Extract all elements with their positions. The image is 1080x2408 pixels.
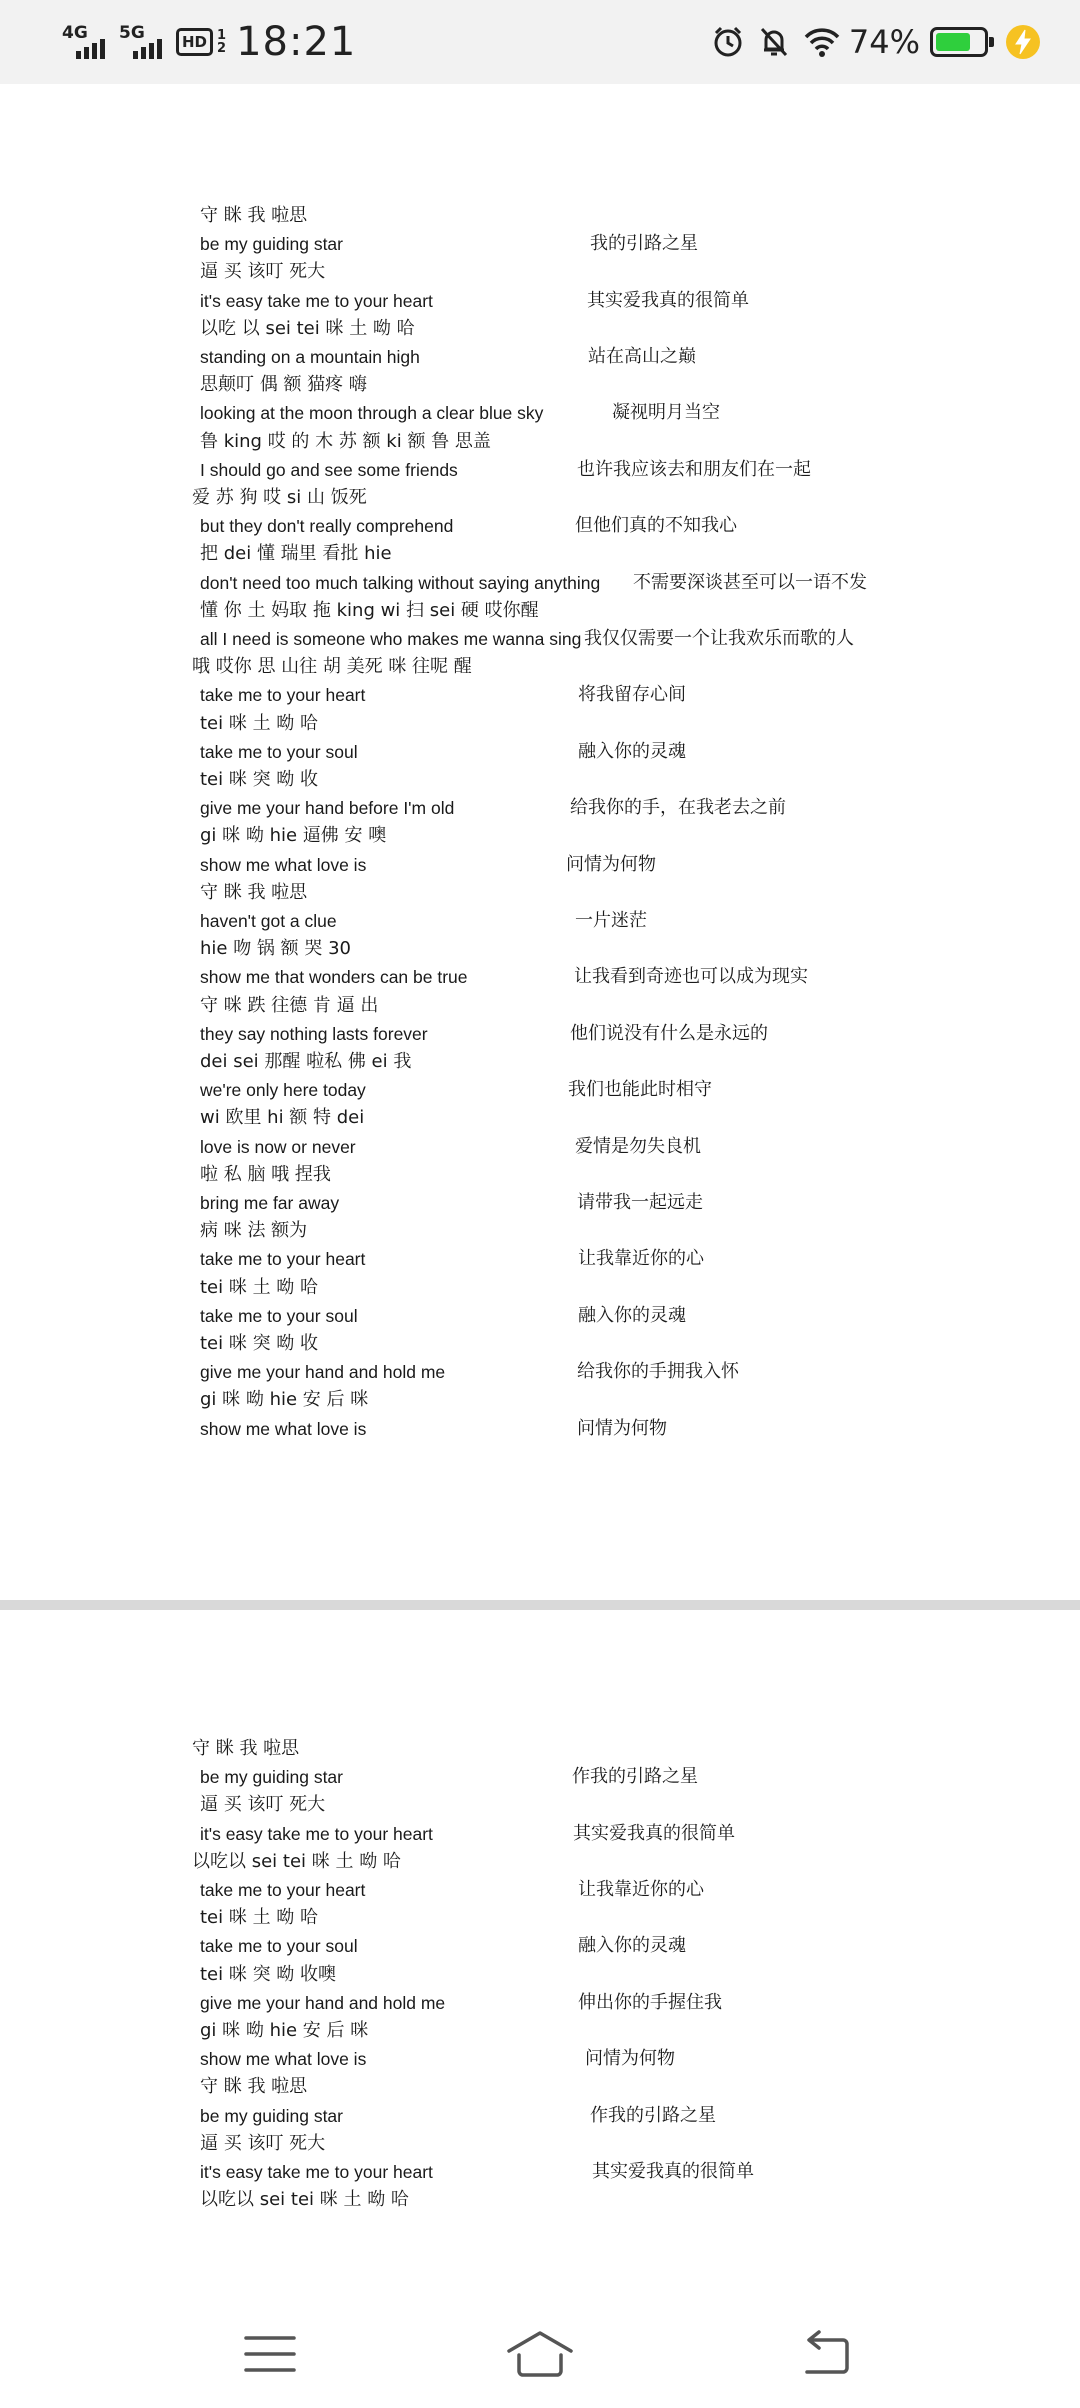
- lyric-line: [0, 2102, 1080, 2130]
- lyric-line: [0, 1791, 1080, 1819]
- lyric-translation-text: 问情为何物: [585, 2048, 675, 2070]
- lyric-translation-text: 他们说没有什么是永远的: [570, 1022, 768, 1044]
- network-label-2: 5G: [119, 23, 145, 43]
- lyric-left-text: standing on a mountain high: [200, 347, 420, 367]
- lyric-left-text: dei sei 那醒 啦私 佛 ei 我: [200, 1051, 412, 1072]
- lyric-left-text: 以吃以 sei tei 咪 土 呦 哈: [200, 2189, 409, 2211]
- lyric-left-text: 啦 私 脑 哦 捏我: [200, 1163, 331, 1185]
- lyric-translation-text: 其实爱我真的很简单: [587, 289, 749, 311]
- lyric-left-text: give me your hand and hold me: [200, 1362, 446, 1383]
- lyric-left-text: 守 眯 我 啦思: [192, 1738, 300, 1759]
- lyric-line: [0, 1386, 1080, 1414]
- hd-voice-icon: HD: [176, 28, 213, 56]
- lyric-translation-text: 问情为何物: [566, 853, 656, 875]
- lyric-translation-text: 作我的引路之星: [572, 1766, 698, 1788]
- lyric-line: [0, 230, 1080, 258]
- clock-time: 18:21: [236, 19, 357, 65]
- lyric-left-text: take me to your heart: [200, 1249, 366, 1270]
- lyric-line: [0, 597, 1080, 625]
- lyric-translation-text: 给我你的手拥我入怀: [577, 1361, 739, 1383]
- lyric-line: [0, 935, 1080, 963]
- lyric-left-text: take me to your heart: [200, 1880, 366, 1900]
- lyric-line: [0, 2130, 1080, 2158]
- lyric-left-text: be my guiding star: [200, 1767, 343, 1788]
- lyric-translation-text: 凝视明月当空: [612, 402, 720, 424]
- lyric-line: [0, 2073, 1080, 2101]
- lyric-translation-text: 让我靠近你的心: [578, 1248, 704, 1270]
- lyric-line: [0, 1189, 1080, 1217]
- lyric-line: [0, 428, 1080, 456]
- lyric-translation-text: 不需要深谈甚至可以一语不发: [633, 571, 867, 593]
- lyric-line: [0, 1358, 1080, 1386]
- lyric-translation-text: 其实爱我真的很简单: [592, 2161, 754, 2182]
- back-button[interactable]: [790, 2324, 860, 2384]
- lyric-translation-text: 将我留存心间: [578, 684, 686, 706]
- lyric-left-text: take me to your soul: [200, 1305, 358, 1326]
- lyric-left-text: give me your hand and hold me: [200, 1992, 446, 2013]
- lyric-line: [0, 456, 1080, 484]
- lyric-translation-text: 一片迷茫: [575, 910, 647, 931]
- lyric-left-text: take me to your soul: [200, 741, 358, 762]
- lyric-left-text: 守 咪 跌 往德 肯 逼 出: [200, 994, 379, 1016]
- lyric-left-text: 逼 买 该叮 死大: [200, 1794, 326, 1816]
- lyric-left-text: 鲁 king 哎 的 木 苏 额 ki 额 鲁 思盖: [200, 430, 491, 452]
- lyric-line: [0, 653, 1080, 681]
- lyric-left-text: bring me far away: [200, 1193, 340, 1213]
- lyric-line: [0, 1904, 1080, 1932]
- lyric-left-text: 爱 苏 狗 哎 si 山 饭死: [192, 487, 367, 508]
- signal-5g-icon: [119, 25, 162, 59]
- alarm-icon: [711, 25, 745, 59]
- lyric-translation-text: 伸出你的手握住我: [578, 1991, 722, 2013]
- lyric-left-text: 以吃 以 sei tei 咪 土 呦 哈: [200, 317, 415, 339]
- lyric-left-text: 思颠叮 偶 额 猫疼 嗨: [200, 374, 367, 396]
- lyric-line: [0, 1330, 1080, 1358]
- lyric-left-text: 逼 买 该叮 死大: [200, 261, 326, 283]
- lyric-left-text: 守 眯 我 啦思: [200, 881, 308, 903]
- hd-sub-1: 1: [217, 28, 227, 43]
- lyric-line: [0, 1415, 1080, 1443]
- lyric-left-text: give me your hand before I'm old: [200, 798, 455, 819]
- lyric-line: [0, 822, 1080, 850]
- lyric-translation-text: 让我看到奇迹也可以成为现实: [574, 966, 808, 988]
- lyric-left-text: it's easy take me to your heart: [200, 2162, 433, 2182]
- lyric-line: [0, 1217, 1080, 1245]
- lyric-translation-text: 但他们真的不知我心: [575, 515, 737, 537]
- lyric-line: [0, 963, 1080, 991]
- hd-sim-indicator: [217, 29, 226, 55]
- lyric-line: [0, 1161, 1080, 1189]
- lyric-line: [0, 343, 1080, 371]
- lyric-line: [0, 1104, 1080, 1132]
- lyric-left-text: I should go and see some friends: [200, 459, 458, 480]
- lyric-line: [0, 1020, 1080, 1048]
- lyric-line: [0, 1820, 1080, 1848]
- lyric-left-text: it's easy take me to your heart: [200, 290, 433, 311]
- charging-icon: [1006, 25, 1040, 59]
- lyric-left-text: 哦 哎你 思 山往 胡 美死 咪 往呢 醒: [192, 656, 472, 678]
- lyric-line: [0, 569, 1080, 597]
- lyric-left-text: show me that wonders can be true: [200, 967, 468, 988]
- lyric-translation-text: 我仅仅需要一个让我欢乐而歌的人: [584, 628, 854, 649]
- lyric-line: [0, 202, 1080, 230]
- lyric-line: [0, 287, 1080, 315]
- menu-icon: [242, 2332, 298, 2376]
- lyric-translation-text: 融入你的灵魂: [578, 1935, 686, 1957]
- lyric-line: [0, 1961, 1080, 1989]
- back-icon: [797, 2330, 853, 2378]
- lyric-left-text: 懂 你 土 妈取 拖 king wi 扫 sei 硬 哎你醒: [200, 599, 539, 621]
- lyric-line: [0, 1735, 1080, 1763]
- lyric-line: [0, 315, 1080, 343]
- page-divider: [0, 1600, 1080, 1610]
- status-right: [711, 23, 1040, 61]
- lyric-left-text: tei 咪 突 呦 收: [200, 769, 319, 790]
- lyric-line: [0, 1245, 1080, 1273]
- lyric-left-text: 把 dei 懂 瑞里 看批 hie: [200, 543, 392, 565]
- lyric-line: [0, 738, 1080, 766]
- lyric-line: [0, 1302, 1080, 1330]
- lyric-translation-text: 爱情是勿失良机: [575, 1135, 701, 1157]
- lyric-translation-text: 其实爱我真的很简单: [573, 1822, 735, 1844]
- lyric-left-text: all I need is someone who makes me wanna sing: [200, 629, 582, 649]
- lyric-left-text: 守 眯 我 啦思: [200, 205, 308, 226]
- lyric-left-text: tei 咪 土 呦 哈: [200, 1907, 319, 1929]
- lyric-left-text: gi 咪 呦 hie 安 后 咪: [200, 1389, 369, 1411]
- hd-sub-2: 2: [217, 41, 227, 56]
- lyric-line: [0, 1763, 1080, 1791]
- lyric-line: [0, 766, 1080, 794]
- battery-icon: [930, 27, 988, 57]
- lyric-line: [0, 992, 1080, 1020]
- lyric-left-text: 病 咪 法 额为: [200, 1220, 308, 1242]
- lyric-line: [0, 681, 1080, 709]
- lyric-line: [0, 1932, 1080, 1960]
- lyric-translation-text: 我们也能此时相守: [568, 1079, 712, 1101]
- lyric-translation-text: 给我你的手，在我老去之前: [570, 797, 786, 819]
- lyric-line: [0, 484, 1080, 512]
- document-page-1: [0, 84, 1080, 1600]
- lyric-left-text: wi 欧里 hi 额 特 dei: [200, 1107, 365, 1129]
- lyric-left-text: show me what love is: [200, 2049, 367, 2070]
- home-button[interactable]: [505, 2324, 575, 2384]
- lyric-line: [0, 879, 1080, 907]
- lyric-line: [0, 399, 1080, 427]
- lyric-line: [0, 371, 1080, 399]
- lyric-translation-text: 融入你的灵魂: [578, 740, 686, 762]
- lyric-left-text: show me what love is: [200, 854, 367, 875]
- lyric-line: [0, 258, 1080, 286]
- lyric-line: [0, 540, 1080, 568]
- lyric-left-text: we're only here today: [200, 1080, 366, 1101]
- lyric-translation-text: 融入你的灵魂: [578, 1304, 686, 1326]
- lyric-left-text: tei 咪 土 呦 哈: [200, 1276, 319, 1298]
- lyric-line: [0, 2045, 1080, 2073]
- lyric-translation-text: 站在高山之巅: [588, 346, 696, 367]
- lyric-left-text: looking at the moon through a clear blue sky: [200, 403, 544, 424]
- lyric-line: [0, 2158, 1080, 2186]
- lyric-line: [0, 710, 1080, 738]
- lyric-left-text: show me what love is: [200, 1418, 367, 1439]
- wifi-icon: [803, 25, 841, 59]
- lyric-left-text: tei 咪 土 呦 哈: [200, 712, 319, 734]
- lyric-left-text: 以吃以 sei tei 咪 土 呦 哈: [192, 1850, 401, 1872]
- lyric-left-text: take me to your heart: [200, 685, 366, 706]
- lyric-left-text: but they don't really comprehend: [200, 516, 454, 537]
- lyric-line: [0, 851, 1080, 879]
- lyric-translation-text: 问情为何物: [577, 1417, 667, 1439]
- lyric-translation-text: 让我靠近你的心: [578, 1879, 704, 1900]
- mute-bell-icon: [757, 25, 791, 59]
- lyric-left-text: tei 咪 突 呦 收: [200, 1333, 319, 1354]
- lyric-left-text: 守 眯 我 啦思: [200, 2076, 308, 2098]
- lyric-translation-text: 请带我一起远走: [577, 1192, 703, 1213]
- lyric-left-text: don't need too much talking without saying anything: [200, 572, 601, 593]
- lyric-line: [0, 1876, 1080, 1904]
- lyric-line: [0, 2186, 1080, 2214]
- lyric-line: [0, 794, 1080, 822]
- navigation-bar: [0, 2300, 1080, 2408]
- lyric-left-text: gi 咪 呦 hie 安 后 咪: [200, 2020, 369, 2041]
- lyric-line: [0, 2017, 1080, 2045]
- document-page-2: [0, 1610, 1080, 2300]
- lyric-left-text: love is now or never: [200, 1136, 356, 1157]
- home-icon: [505, 2329, 575, 2379]
- menu-button[interactable]: [235, 2324, 305, 2384]
- lyric-line: [0, 625, 1080, 653]
- network-label-1: 4G: [62, 23, 88, 43]
- lyric-line: [0, 1133, 1080, 1161]
- lyric-left-text: haven't got a clue: [200, 911, 337, 931]
- lyric-left-text: tei 咪 突 呦 收噢: [200, 1963, 337, 1985]
- lyric-line: [0, 1274, 1080, 1302]
- lyric-left-text: they say nothing lasts forever: [200, 1023, 428, 1044]
- lyric-line: [0, 1076, 1080, 1104]
- battery-fill: [936, 33, 970, 51]
- lyric-line: [0, 1848, 1080, 1876]
- lyric-translation-text: 也许我应该去和朋友们在一起: [577, 458, 811, 480]
- lyric-left-text: hie 吻 锅 额 哭 30: [200, 938, 351, 960]
- lyric-line: [0, 1048, 1080, 1076]
- lyric-left-text: 逼 买 该叮 死大: [200, 2132, 326, 2154]
- lyric-left-text: take me to your soul: [200, 1936, 358, 1957]
- lyric-translation-text: 我的引路之星: [590, 233, 698, 255]
- lyric-left-text: it's easy take me to your heart: [200, 1823, 433, 1844]
- lyric-left-text: gi 咪 呦 hie 逼佛 安 噢: [200, 825, 387, 847]
- lyric-line: [0, 512, 1080, 540]
- lyric-line: [0, 907, 1080, 935]
- lyric-left-text: be my guiding star: [200, 234, 343, 255]
- lyric-translation-text: 作我的引路之星: [590, 2104, 716, 2126]
- lyric-line: [0, 1989, 1080, 2017]
- status-bar: [0, 0, 1080, 84]
- status-left: [62, 19, 356, 65]
- signal-4g-icon: [62, 25, 105, 59]
- lyric-left-text: be my guiding star: [200, 2105, 343, 2126]
- battery-percent: 74%: [848, 23, 920, 61]
